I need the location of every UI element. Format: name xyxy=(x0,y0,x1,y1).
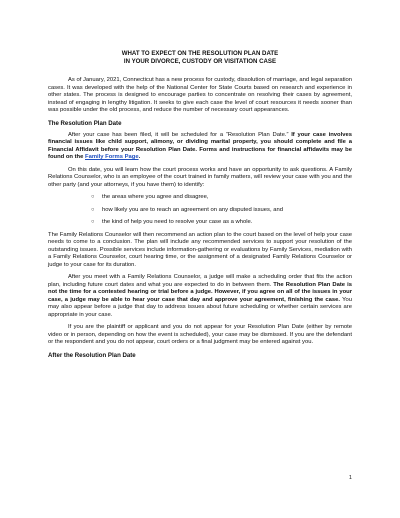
scheduling-text: After you meet with a Family Relations Counselor, a judge will make a scheduling order that fits the action plan, including future court dates and what you are expected to do in between them. xyxy=(48,274,352,288)
non-appearance-paragraph: If you are the plaintiff or applicant and you do not appear for your Resolution Plan Date (either by remote video or in person, depending on how the event is scheduled), your case may be dismissed. If you are the defendant or the respondent and you do not appear, court orders or a final judgment may be entered against you. xyxy=(48,324,352,345)
list-item xyxy=(91,206,352,215)
intro-paragraph: As of January, 2021, Connecticut has a new process for custody, dissolution of marriage, and legal separation cases. It was developed with the help of the National Center for State Courts based on research and experience in other states. The process is designed to encourage parties to concentrate on resolving their cases by agreement, instead of engaging in lengthy litigation. It seeks to give each case the level of court resources it needs sooner than was possible under the old process, and reduce the number of necessary court appearances. xyxy=(48,77,352,113)
financial-affidavit-text: If your case involves financial issues like child support, alimony, or dividing marital property, you should complete and file a Financial Affidavit before your Resolution Plan Date. Forms and instructions for financial affidavits may be found on the xyxy=(48,131,352,160)
list-item-text: how likely you are to reach an agreement on any disputed issues, and xyxy=(102,206,283,213)
list-item xyxy=(91,219,352,227)
filing-text: After your case has been filed, it will be scheduled for a “Resolution Plan Date.” xyxy=(68,131,292,138)
section-heading-resolution-plan-date: The Resolution Plan Date xyxy=(48,119,122,127)
action-plan-paragraph: The Family Relations Counselor will then recommend an action plan to the court based on the level of help your case needs to come to a conclusion. The plan will include any recommended services to support your resolution of the outstanding issues. Possible services include information-gathering or evaluations by Family Services, mediation with a Family Relations Counselor, court hearing time, or the assignment of a designated Family Relations Counselor or judge to your case for its duration. xyxy=(48,231,352,268)
issues-list xyxy=(48,194,352,227)
list-item xyxy=(91,194,352,202)
document-title xyxy=(48,50,352,66)
page-number: 1 xyxy=(348,475,352,481)
scheduling-order-paragraph xyxy=(48,274,352,319)
appear-before-judge-text: You may also appear before a judge that day to address issues about future scheduling or whether certain services are appropriate in your case. xyxy=(48,296,352,318)
title-line-2: IN YOUR DIVORCE, CUSTODY OR VISITATION CASE xyxy=(123,58,277,65)
family-forms-page-link[interactable]: Family Forms Page xyxy=(85,154,139,160)
circle-bullet-icon: ○ xyxy=(91,206,95,213)
filing-paragraph xyxy=(48,132,352,162)
title-line-1: WHAT TO EXPECT ON THE RESOLUTION PLAN DATE xyxy=(121,50,279,57)
not-a-trial-text: The Resolution Plan Date is not the time for a contested hearing or trial before a judge. However, if you agree on all of the issues in your case, a judge may be able to hear your case that day and approve your agreement, finishing the case. xyxy=(48,281,352,303)
circle-bullet-icon: ○ xyxy=(91,219,95,225)
circle-bullet-icon: ○ xyxy=(91,194,95,200)
section-heading-after-resolution-plan-date: After the Resolution Plan Date xyxy=(48,351,136,359)
list-item-text: the areas where you agree and disagree, xyxy=(102,194,209,200)
filing-end-punct: . xyxy=(138,154,141,160)
counselor-review-paragraph: On this date, you will learn how the court process works and have an opportunity to ask questions. A Family Relations Counselor, who is an employee of the court trained in family matters, will review your case with you and the other party (and your attorneys, if you have them) to identify: xyxy=(48,166,352,188)
list-item-text: the kind of help you need to resolve your case as a whole. xyxy=(102,219,253,225)
